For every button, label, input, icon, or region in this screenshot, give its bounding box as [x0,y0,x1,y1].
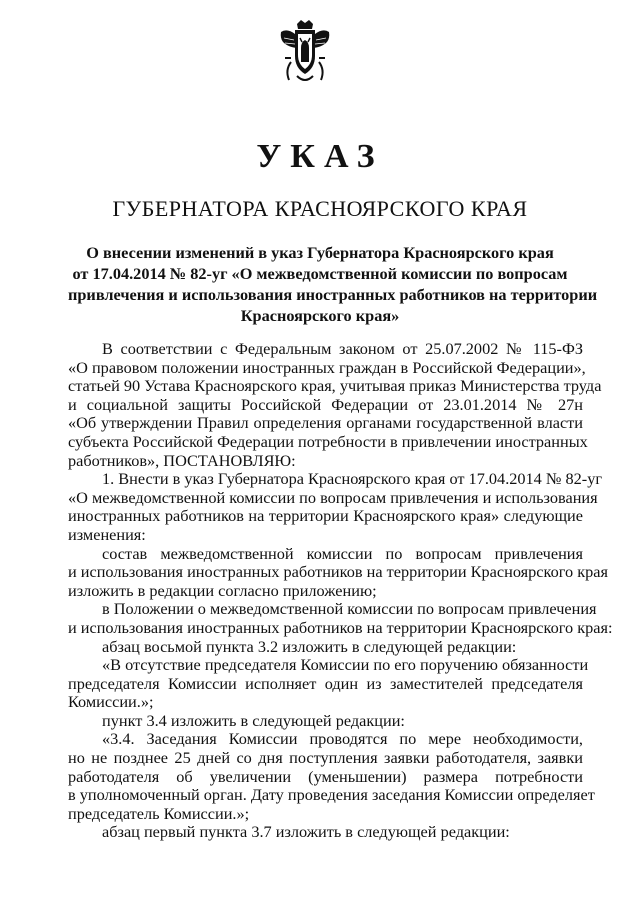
body-paragraph [68,599,613,637]
text-line: пункт 3.4 изложить в следующей редакции: [102,710,405,730]
text-line: В соответствии с Федеральным законом от 25.07.2002 № 115-ФЗ [102,339,583,358]
text-line: председатель Комиссии.»; [68,803,250,823]
body-paragraph [68,655,589,712]
text-line: «О межведомственной комиссии по вопросам привлечения и использования [68,487,598,507]
document-body [68,339,613,842]
text-line: председателя Комиссии исполняет один из заместителей председателя [68,673,583,693]
text-line: но не позднее 25 дней со дня поступления заявки работодателя, заявки [68,748,583,768]
body-paragraph [68,823,583,842]
heading-line: О внесении изменений в указ Губернатора Красноярского края [86,243,554,262]
text-line: иностранных работников на территории Красноярского края» следующие [68,506,583,526]
text-line: абзац восьмой пункта 3.2 изложить в следующей редакции: [102,636,517,656]
text-line: в уполномоченный орган. Дату проведения заседания Комиссии определяет [68,785,595,805]
text-line: и социальной защиты Российской Федерации от 23.01.2014 № 27н [68,394,583,414]
body-paragraph [68,729,595,823]
heading-line: от 17.04.2014 № 82-уг «О межведомственной комиссии по вопросам [72,264,568,283]
body-paragraph [68,543,608,601]
heading-line: привлечения и использования иностранных работников на территории [68,285,598,304]
text-line: и использования иностранных работников на территории Красноярского края [68,562,608,582]
text-line: статьей 90 Устава Красноярского края, учитывая приказ Министерства труда [68,376,602,396]
text-line: в Положении о межведомственной комиссии по вопросам привлечения [102,599,597,619]
text-line: Комиссии.»; [68,692,154,712]
text-line: изложить в редакции согласно приложению; [68,580,377,600]
text-line: работодателя об увеличении (уменьшении) размера потребности [68,766,583,786]
text-line: «3.4. Заседания Комиссии проводятся по мере необходимости, [102,729,583,749]
text-line: работников», ПОСТАНОВЛЯЮ: [68,450,296,470]
text-line: «Об утверждении Правил определения органами государственной власти [68,413,583,433]
text-line: 1. Внести в указ Губернатора Красноярского края от 17.04.2014 № 82-уг [102,469,603,489]
document-heading [68,242,598,326]
document-subtitle: ГУБЕРНАТОРА КРАСНОЯРСКОГО КРАЯ [112,196,528,221]
text-line: «В отсутствие председателя Комиссии по его поручению обязанности [102,655,589,675]
document-title: УКАЗ [256,138,384,175]
text-line: абзац первый пункта 3.7 изложить в следующей редакции: [102,822,510,842]
text-line: «О правовом положении иностранных граждан в Российской Федерации», [68,357,586,377]
body-paragraph [68,712,583,731]
body-paragraph [68,638,583,657]
text-line: и использования иностранных работников на территории Красноярского края: [68,617,613,637]
text-line: состав межведомственной комиссии по вопросам привлечения [102,543,583,563]
body-paragraph [68,469,603,544]
text-line: изменения: [68,524,146,544]
coat-of-arms-icon [277,18,333,86]
heading-line: Красноярского края» [240,306,400,325]
text-line: субъекта Российской Федерации потребности в привлечении иностранных [68,431,588,451]
body-paragraph [68,339,602,470]
